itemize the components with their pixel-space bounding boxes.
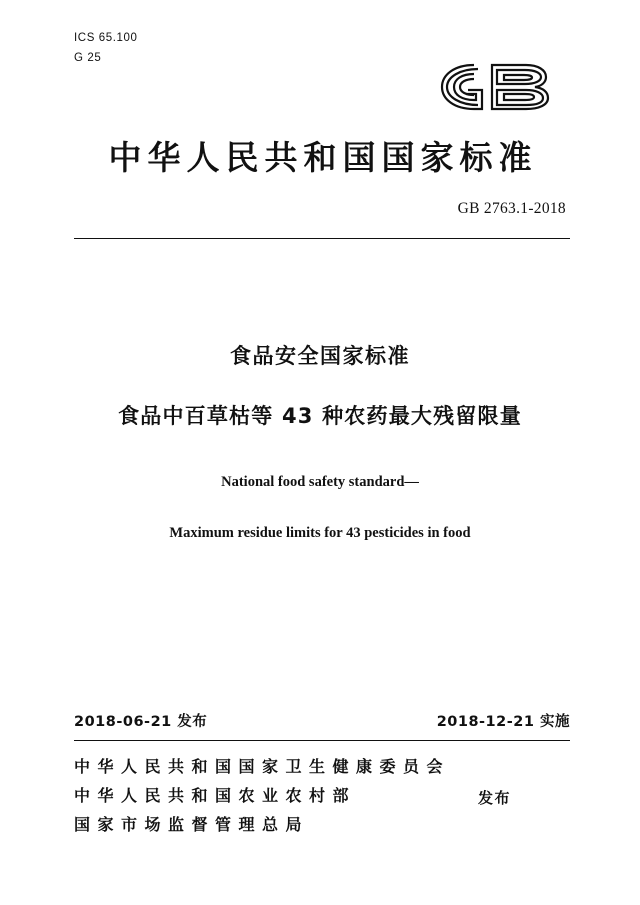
classification-codes [74, 28, 138, 68]
gb-logo-icon [430, 56, 570, 118]
bottom-divider [74, 740, 570, 741]
issuer-line-1: 中华人民共和国国家卫生健康委员会 [74, 757, 451, 776]
date-row [74, 710, 570, 731]
issuer-line-2: 中华人民共和国农业农村部 [74, 786, 357, 805]
english-title-line1: National food safety standard— [221, 474, 419, 490]
publish-label: 发布 [478, 788, 512, 807]
issuer-list [74, 752, 450, 839]
issue-date: 2018-06-21 发布 [74, 714, 208, 730]
chinese-title-line2: 食品中百草枯等 43 种农药最大残留限量 [118, 404, 522, 428]
national-standard-title: 中华人民共和国国家标准 [108, 138, 538, 177]
top-divider [74, 238, 570, 239]
ccs-code: G 25 [74, 52, 102, 64]
ics-code: ICS 65.100 [74, 32, 138, 44]
chinese-title-line1: 食品安全国家标准 [230, 344, 410, 368]
issuer-block [74, 752, 570, 839]
implementation-date: 2018-12-21 实施 [436, 714, 570, 730]
title-block [0, 340, 640, 542]
standard-number: GB 2763.1-2018 [457, 200, 566, 217]
english-title-line2: Maximum residue limits for 43 pesticides in food [169, 525, 471, 541]
issuer-line-3: 国家市场监督管理总局 [74, 815, 310, 834]
